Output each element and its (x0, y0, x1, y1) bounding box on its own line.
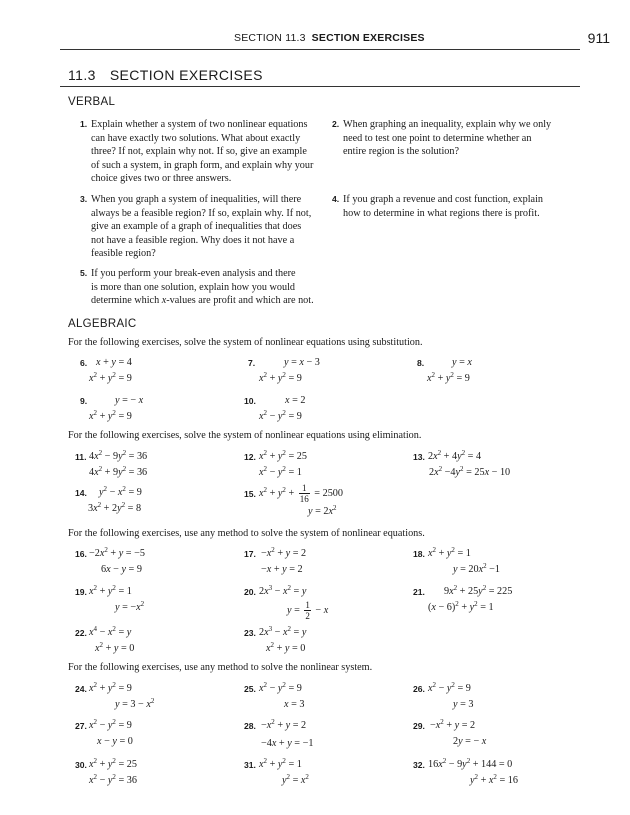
question-line: entire region is the solution? (343, 146, 459, 158)
section-title: SECTION EXERCISES (311, 32, 425, 44)
question-number: 4. (332, 194, 340, 204)
question-line: give an example of a graph of inequalities that does (91, 221, 302, 233)
question-3 (80, 193, 330, 261)
exercise-15: 15. $x^2 + y^2$ + $\frac{1}{16}$ = 2500 $y = 2x^2$ (244, 483, 343, 517)
question-line: three? If not, explain why not. If so, give an example (91, 146, 307, 158)
title-number: 11.3 (68, 67, 96, 83)
question-1 (80, 118, 330, 186)
exercise-30: 30. $x^2 + y^2 = 25$ $x^2 - y^2 = 36$ (75, 757, 137, 786)
instructions-nonlinear-system: For the following exercises, use any method to solve the nonlinear system. (68, 662, 373, 673)
exercise-16: 16. $-2x^2 + y = -5$ 6x − y = 9 (75, 546, 145, 575)
exercise-13: 13. $2x^2 + 4y^2 = 4$ $2x^2 -4y^2 = 25x - 10$ (413, 449, 511, 478)
exercise-14: 14. $y^2 - x^2 = 9$ $3x^2 + 2y^2 = 8$ (75, 485, 142, 514)
exercise-21: 21. $9x^2 + 25y^2 = 225$ $(x - 6)^2 + y^2 = 1$ (413, 584, 513, 613)
question-line: feasible region? (91, 248, 156, 260)
question-line: If you perform your break-even analysis and there (91, 268, 296, 279)
exercise-8: 8. y = x $x^2 + y^2 = 9$ (417, 357, 472, 384)
exercise-31: 31. $x^2 + y^2 = 1$ $y^2 = x^2$ (244, 757, 309, 786)
question-line: When graphing an inequality, explain why we only (343, 119, 552, 130)
question-4 (332, 193, 582, 220)
question-line: When you graph a system of inequalities, will there (91, 194, 302, 205)
question-5 (80, 267, 340, 308)
question-line: choice gives two or three answers. (91, 173, 232, 185)
exercise-19: 19. $x^2 + y^2 = 1$ $y = -x^2$ (75, 584, 145, 613)
exercise-11: 11. $4x^2 - 9y^2 = 36$ $4x^2 + 9y^2 = 36$ (75, 449, 148, 478)
exercise-22: 22. $x^4 - x^2 = y$ $x^2 + y = 0$ (75, 625, 135, 654)
instructions-elimination: For the following exercises, solve the system of nonlinear equations using elimination. (68, 430, 422, 441)
running-header (0, 30, 630, 46)
verbal-heading: VERBAL (68, 96, 116, 108)
question-line: how to determine in what regions there is profit. (343, 207, 540, 219)
exercise-20: 20. $2x^3 - x^2 = y$ y = $\frac{1}{2}$ − x (244, 584, 329, 621)
title-text: SECTION EXERCISES (109, 67, 263, 83)
question-line: not have a feasible region. Why does it not have a (91, 234, 295, 246)
question-number: 1. (80, 119, 88, 129)
question-number: 5. (80, 268, 88, 278)
question-number: 2. (332, 119, 340, 129)
question-2 (332, 118, 582, 159)
question-number: 3. (80, 194, 88, 204)
question-line: Explain whether a system of two nonlinear equations (91, 119, 308, 130)
instructions-substitution: For the following exercises, solve the system of nonlinear equations using substitution. (68, 337, 423, 348)
algebraic-heading: ALGEBRAIC (68, 318, 137, 330)
title-rule (60, 86, 580, 87)
question-line: determine which x-values are profit and which are not. (91, 295, 314, 307)
page-title (68, 67, 263, 83)
exercise-6: 6. x + y = 4 $x^2 + y^2 = 9$ (80, 357, 132, 384)
exercise-29: 29. $-x^2 + y = 2$ 2y = − x (413, 718, 487, 747)
question-line: is more than one solution, explain how you would (91, 281, 296, 293)
exercise-32: 32. $16x^2 - 9y^2 + 144 = 0$ $y^2 + x^2 = 16$ (413, 757, 518, 786)
exercise-9: 9. y = − x $x^2 + y^2 = 9$ (80, 395, 144, 422)
exercise-18: 18. $x^2 + y^2 = 1$ $y = 20x^2 -1$ (413, 546, 500, 575)
question-line: can have exactly two solutions. What about exactly (91, 132, 301, 144)
exercise-12: 12. $x^2 + y^2 = 25$ $x^2 - y^2 = 1$ (244, 449, 307, 478)
exercise-7: 7. y = x − 3 $x^2 + y^2 = 9$ (248, 357, 320, 384)
question-line: If you graph a revenue and cost function, explain (343, 194, 543, 205)
exercise-25: 25. $x^2 - y^2 = 9$ x = 3 (244, 681, 305, 710)
exercise-10: 10. x = 2 $x^2 - y^2 = 9$ (244, 395, 306, 422)
exercise-28: 28. $-x^2 + y = 2$ −4x + y = −1 (244, 718, 314, 749)
question-line: always be a feasible region? If so, explain why. If not, (91, 207, 312, 219)
question-line: need to test one point to determine whether an (343, 132, 532, 144)
instructions-any-method: For the following exercises, use any method to solve the system of nonlinear equations. (68, 528, 425, 539)
running-header-section (234, 32, 425, 44)
exercise-24: 24. $x^2 + y^2 = 9$ $y = 3 - x^2$ (75, 681, 155, 710)
page-number: 911 (587, 30, 610, 46)
header-rule (60, 49, 580, 50)
section-number: SECTION 11.3 (234, 32, 306, 44)
question-line: of such a system, in graph form, and explain why your (91, 159, 314, 171)
exercise-23: 23. $2x^3 - x^2 = y$ $x^2 + y = 0$ (244, 625, 307, 654)
exercise-26: 26. $x^2 - y^2 = 9$ y = 3 (413, 681, 474, 710)
exercise-27: 27. $x^2 - y^2 = 9$ x − y = 0 (75, 718, 133, 747)
exercise-17: 17. $-x^2 + y = 2$ −x + y = 2 (244, 546, 307, 575)
